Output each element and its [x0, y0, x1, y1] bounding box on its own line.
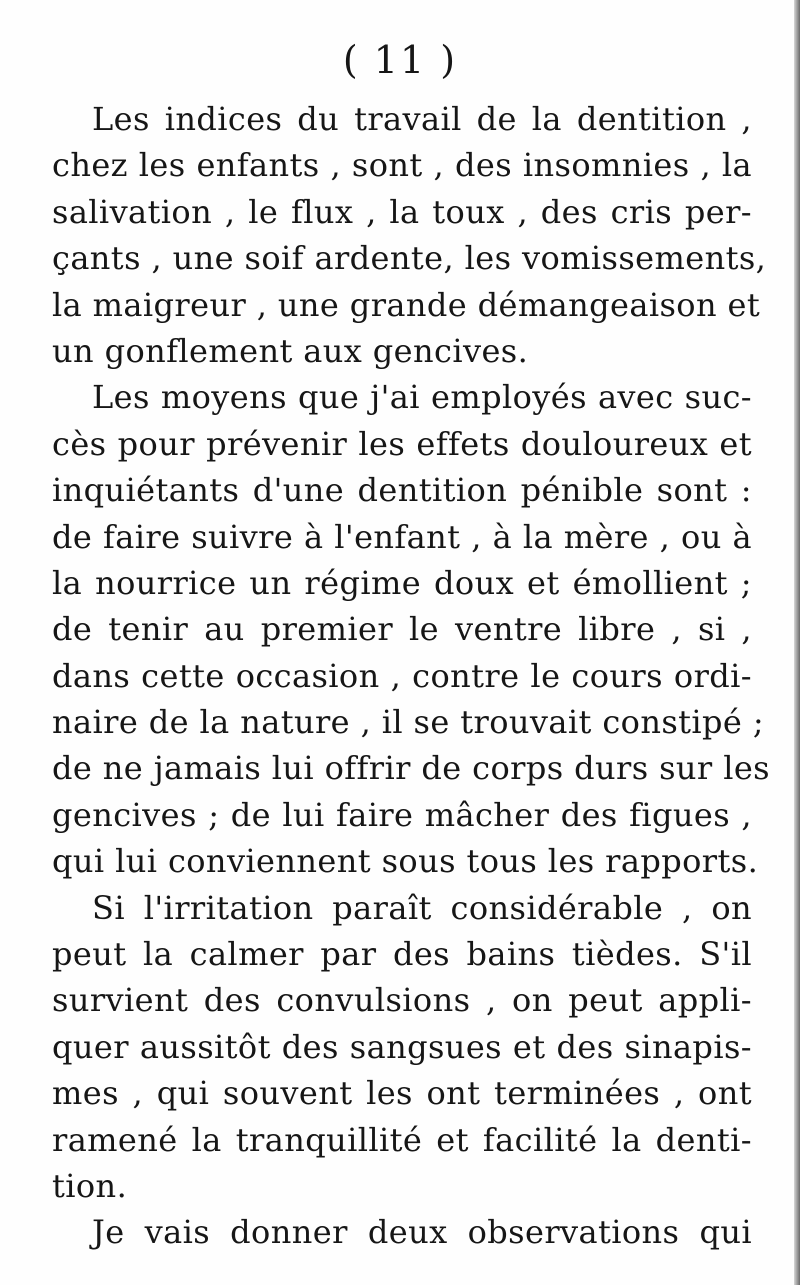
text-line: de faire suivre à l'enfant , à la mère , ou à	[52, 517, 752, 556]
text-line: tion.	[52, 1166, 128, 1205]
text-line: Les indices du travail de la dentition ,	[92, 100, 752, 138]
text-line: naire de la nature , il se trouvait constipé ;	[52, 703, 765, 742]
text-line: Si l'irritation paraît considérable , on	[92, 888, 752, 927]
text-line: qui lui conviennent sous tous les rapports.	[52, 842, 759, 881]
text-line: inquiétants d'une dentition pénible sont :	[52, 471, 752, 510]
text-line: un gonflement aux gencives.	[52, 331, 529, 370]
text-line: salivation , le flux , la toux , des cris per-	[52, 192, 752, 231]
text-line: Je vais donner deux observations qui	[92, 1213, 752, 1252]
text-line: gencives ; de lui faire mâcher des figues ,	[52, 795, 752, 834]
text-line: de ne jamais lui offrir de corps durs sur les	[52, 749, 770, 788]
paragraph	[52, 374, 770, 884]
text-line: chez les enfants , sont , des insomnies , la	[52, 146, 752, 185]
paragraph	[52, 96, 767, 374]
body-text	[52, 96, 770, 1256]
text-line: la maigreur , une grande démangeaison et	[52, 285, 761, 324]
text-line: de tenir au premier le ventre libre , si ,	[52, 610, 752, 649]
page-spine-shadow	[794, 0, 800, 1285]
page-number: ( 11 )	[342, 38, 458, 82]
paragraph	[52, 1209, 752, 1255]
text-line: Les moyens que j'ai employés avec suc-	[92, 378, 752, 417]
text-line: quer aussitôt des sangsues et des sinapis-	[52, 1027, 752, 1066]
text-line: survient des convulsions , on peut appli-	[52, 981, 752, 1020]
paragraph	[52, 885, 752, 1210]
text-line: la nourrice un régime doux et émollient ;	[52, 563, 752, 602]
text-line: peut la calmer par des bains tièdes. S'il	[52, 935, 752, 974]
text-line: mes , qui souvent les ont terminées , ont	[52, 1074, 752, 1113]
text-line: çants , une soif ardente, les vomissements,	[52, 239, 767, 278]
text-line: cès pour prévenir les effets douloureux et	[52, 424, 752, 463]
text-line: ramené la tranquillité et facilité la denti-	[52, 1120, 752, 1159]
text-line: dans cette occasion , contre le cours ordi-	[52, 656, 752, 695]
